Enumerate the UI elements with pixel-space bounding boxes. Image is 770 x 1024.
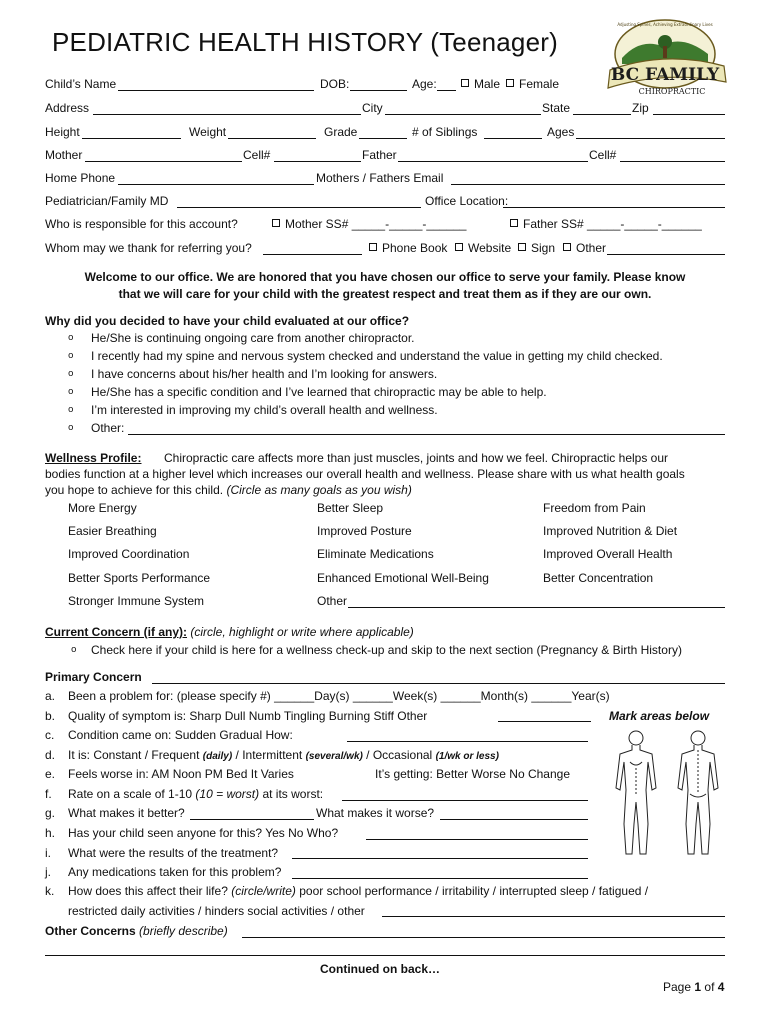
page-of: of <box>704 980 715 994</box>
label-home-phone: Home Phone <box>45 171 116 185</box>
why-option-bullet[interactable]: o <box>68 351 74 361</box>
item-e-text: Feels worse in: AM Noon PM Bed It Varies <box>68 767 294 781</box>
why-option-bullet[interactable]: o <box>68 423 74 433</box>
page-title: PEDIATRIC HEALTH HISTORY (Teenager) <box>52 27 558 57</box>
age-field[interactable] <box>437 90 456 91</box>
father-field[interactable] <box>398 161 588 162</box>
page-number <box>663 980 724 994</box>
item-g-letter: g. <box>45 806 56 820</box>
wellness-check-label: Check here if your child is here for a wellness check-up and skip to the next section (Pregnancy & Birth History) <box>91 643 682 657</box>
item-k-text <box>68 884 648 898</box>
worse-field[interactable] <box>440 819 588 820</box>
why-option-bullet[interactable]: o <box>68 387 74 397</box>
grade-field[interactable] <box>359 138 407 139</box>
label-office-location: Office Location: <box>425 194 509 208</box>
child-name-field[interactable] <box>118 90 314 91</box>
page-total: 4 <box>717 980 725 994</box>
item-b-text: Quality of symptom is: Sharp Dull Numb Tingling Burning Stiff Other <box>68 709 428 723</box>
item-e-letter: e. <box>45 767 56 781</box>
quality-other-field[interactable] <box>498 721 591 722</box>
label-state: State <box>542 101 571 115</box>
wellness-goal[interactable]: Better Sleep <box>317 501 384 515</box>
wellness-text-1: Chiropractic care affects more than just muscles, joints and how we feel. Chiropractic helps our <box>164 451 669 465</box>
mother-ss-checkbox[interactable] <box>272 219 280 227</box>
office-location-field[interactable] <box>503 207 725 208</box>
wellness-goal[interactable]: Other <box>317 594 348 608</box>
label-height: Height <box>45 125 80 139</box>
logo-tagline: Adjusting Spines, Achieving Extraordinary Lives <box>617 22 713 27</box>
female-label: Female <box>519 77 560 91</box>
results-field[interactable] <box>292 858 588 859</box>
item-j-letter: j. <box>45 865 51 879</box>
why-option-label: He/She has a specific condition and I’ve learned that chiropractic may be able to help. <box>91 385 547 399</box>
item-i-letter: i. <box>45 846 51 860</box>
item-k-letter: k. <box>45 884 55 898</box>
primary-concern-heading: Primary Concern <box>45 670 142 684</box>
phone-book-checkbox[interactable] <box>369 243 377 251</box>
item-d-letter: d. <box>45 748 56 762</box>
why-option-label: Other: <box>91 421 125 435</box>
label-referral: Whom may we thank for referring you? <box>45 241 252 255</box>
wellness-goal[interactable]: Better Concentration <box>543 571 654 585</box>
wellness-text-3a: you hope to achieve for this child. <box>45 483 224 497</box>
siblings-field[interactable] <box>484 138 542 139</box>
current-concern-note: (circle, highlight or write where applicable) <box>190 625 414 639</box>
item-d-weekly: (several/wk) <box>305 751 363 762</box>
body-front-icon <box>616 731 656 854</box>
male-checkbox[interactable] <box>461 79 469 87</box>
mother-ss-label: Mother SS# _____-_____-______ <box>285 217 467 231</box>
why-option-bullet[interactable]: o <box>68 333 74 343</box>
mother-cell-field[interactable] <box>274 161 361 162</box>
state-field[interactable] <box>573 114 631 115</box>
home-phone-field[interactable] <box>118 184 314 185</box>
label-responsible: Who is responsible for this account? <box>45 217 238 231</box>
label-city: City <box>362 101 383 115</box>
father-ss-label: Father SS# _____-_____-______ <box>523 217 702 231</box>
item-j-text: Any medications taken for this problem? <box>68 865 282 879</box>
pediatrician-field[interactable] <box>177 207 421 208</box>
height-field[interactable] <box>82 138 181 139</box>
mark-areas-label: Mark areas below <box>609 709 710 723</box>
label-mother: Mother <box>45 148 83 162</box>
wellness-heading: Wellness Profile: <box>45 451 142 465</box>
address-field[interactable] <box>93 114 361 115</box>
wellness-goal[interactable]: Easier Breathing <box>68 524 157 538</box>
item-k-circle-write: (circle/write) <box>231 884 296 898</box>
wellness-circle-note: (Circle as many goals as you wish) <box>226 483 412 497</box>
current-concern-heading <box>45 625 414 639</box>
label-ages: Ages <box>547 125 575 139</box>
why-option-label: I recently had my spine and nervous system checked and understand the value in getting my child checked. <box>91 349 663 363</box>
item-k-line-2: restricted daily activities / hinders social activities / other <box>68 904 365 918</box>
male-option[interactable] <box>461 77 500 91</box>
other-referral-field[interactable] <box>607 254 725 255</box>
other-referral-label: Other <box>576 241 607 255</box>
wellness-goal[interactable]: Freedom from Pain <box>543 501 646 515</box>
body-diagram[interactable] <box>610 728 732 858</box>
father-ss-checkbox[interactable] <box>510 219 518 227</box>
why-option-label: I have concerns about his/her health and I’m looking for answers. <box>91 367 438 381</box>
item-f-tail: at its worst: <box>262 787 324 801</box>
item-d-main: It is: Constant / Frequent <box>68 748 200 762</box>
current-concern-title: Current Concern (if any): <box>45 625 188 639</box>
website-label: Website <box>468 241 512 255</box>
logo-name: BC FAMILY <box>610 65 720 85</box>
label-weight: Weight <box>189 125 227 139</box>
page-prefix: Page <box>663 980 692 994</box>
welcome-line-1: Welcome to our office. We are honored that you have chosen our office to serve your family. Please know <box>84 270 686 284</box>
why-other-field[interactable] <box>128 434 725 435</box>
website-option[interactable] <box>455 241 511 255</box>
page-current: 1 <box>694 980 702 994</box>
label-age: Age: <box>412 77 437 91</box>
parents-email-field[interactable] <box>451 184 725 185</box>
father-ss-option[interactable] <box>510 217 702 231</box>
wellness-text-2: bodies function at a higher level which increases our overall health and wellness. Please share with us what health goals <box>45 467 685 481</box>
referral-field[interactable] <box>263 254 362 255</box>
other-concerns-note: (briefly describe) <box>139 924 228 938</box>
item-c-letter: c. <box>45 728 55 742</box>
item-h-text: Has your child seen anyone for this? Yes No Who? <box>68 826 339 840</box>
goal-other-field[interactable] <box>348 607 725 608</box>
mother-field[interactable] <box>85 161 242 162</box>
item-k-main: How does this affect their life? <box>68 884 228 898</box>
sign-label: Sign <box>531 241 556 255</box>
item-e-text-2: It’s getting: Better Worse No Change <box>375 767 570 781</box>
label-father: Father <box>362 148 397 162</box>
item-d-mid: / Intermittent <box>232 748 303 762</box>
other-concerns-title: Other Concerns <box>45 924 136 938</box>
other-referral-checkbox[interactable] <box>563 243 571 251</box>
other-concerns-field-2[interactable] <box>45 955 725 956</box>
medications-field[interactable] <box>292 878 588 879</box>
item-d-mid2: / Occasional <box>362 748 433 762</box>
label-mother-cell: Cell# <box>243 148 271 162</box>
female-checkbox[interactable] <box>506 79 514 87</box>
other-concerns-label <box>45 924 228 938</box>
female-option[interactable] <box>506 77 559 91</box>
item-h-letter: h. <box>45 826 56 840</box>
wellness-goal[interactable]: Eliminate Medications <box>317 547 434 561</box>
label-pediatrician: Pediatrician/Family MD <box>45 194 169 208</box>
label-father-cell: Cell# <box>589 148 617 162</box>
wellness-goal[interactable]: Improved Posture <box>317 524 412 538</box>
who-field[interactable] <box>366 839 588 840</box>
dob-field[interactable] <box>350 90 407 91</box>
wellness-goal[interactable]: More Energy <box>68 501 137 515</box>
why-heading: Why did you decided to have your child evaluated at our office? <box>45 314 410 328</box>
item-d-daily: (daily) <box>202 751 233 762</box>
rating-field[interactable] <box>342 800 588 801</box>
item-d-occasional: (1/wk or less) <box>435 751 499 762</box>
label-address: Address <box>45 101 90 115</box>
wellness-goal[interactable]: Improved Overall Health <box>543 547 673 561</box>
label-siblings: # of Siblings <box>412 125 478 139</box>
label-zip: Zip <box>632 101 649 115</box>
how-field[interactable] <box>347 741 588 742</box>
continued-note: Continued on back… <box>320 962 440 976</box>
item-f-letter: f. <box>45 787 52 801</box>
item-f-main: Rate on a scale of 1-10 <box>68 787 193 801</box>
affects-other-field[interactable] <box>382 916 725 917</box>
why-option-bullet[interactable]: o <box>68 405 74 415</box>
item-c-text: Condition came on: Sudden Gradual How: <box>68 728 293 742</box>
item-a-text: Been a problem for: (please specify #) ______Day(s) ______Week(s) ______Month(s) ______Year(s) <box>68 689 610 703</box>
item-f-text <box>68 787 323 801</box>
wellness-goal[interactable]: Better Sports Performance <box>68 571 211 585</box>
city-field[interactable] <box>385 114 541 115</box>
wellness-check-bullet[interactable]: o <box>71 645 77 655</box>
better-field[interactable] <box>190 819 314 820</box>
clinic-logo <box>600 16 730 98</box>
other-referral-option[interactable] <box>563 241 606 255</box>
item-a-letter: a. <box>45 689 56 703</box>
wellness-goal[interactable]: Improved Nutrition & Diet <box>543 524 678 538</box>
wellness-goal[interactable]: Stronger Immune System <box>68 594 205 608</box>
sign-option[interactable] <box>518 241 555 255</box>
item-f-scale: (10 = worst) <box>195 787 260 801</box>
sign-checkbox[interactable] <box>518 243 526 251</box>
item-i-text: What were the results of the treatment? <box>68 846 279 860</box>
other-concerns-field[interactable] <box>242 937 725 938</box>
zip-field[interactable] <box>653 114 725 115</box>
label-parents-email: Mothers / Fathers Email <box>316 171 444 185</box>
weight-field[interactable] <box>228 138 316 139</box>
male-label: Male <box>474 77 501 91</box>
ages-field[interactable] <box>576 138 725 139</box>
phone-book-option[interactable] <box>369 241 447 255</box>
father-cell-field[interactable] <box>620 161 725 162</box>
why-option-bullet[interactable]: o <box>68 369 74 379</box>
body-back-icon <box>678 731 718 854</box>
item-g-text: What makes it better? <box>68 806 185 820</box>
primary-concern-field[interactable] <box>152 683 725 684</box>
wellness-goal[interactable]: Improved Coordination <box>68 547 190 561</box>
wellness-goal[interactable]: Enhanced Emotional Well-Being <box>317 571 489 585</box>
mother-ss-option[interactable] <box>272 217 466 231</box>
label-child-name: Child’s Name <box>45 77 117 91</box>
item-g-text-2: What makes it worse? <box>316 806 435 820</box>
label-dob: DOB: <box>320 77 350 91</box>
item-d-text <box>68 748 499 762</box>
logo-sub: CHIROPRACTIC <box>638 87 706 96</box>
website-checkbox[interactable] <box>455 243 463 251</box>
welcome-line-2: that we will care for your child with the greatest respect and treat them as if they are our own. <box>118 287 652 301</box>
item-b-letter: b. <box>45 709 56 723</box>
phone-book-label: Phone Book <box>382 241 448 255</box>
item-k-options: poor school performance / irritability / interrupted sleep / fatigued / <box>299 884 649 898</box>
why-option-label: I’m interested in improving my child’s overall health and wellness. <box>91 403 438 417</box>
why-option-label: He/She is continuing ongoing care from another chiropractor. <box>91 331 415 345</box>
label-grade: Grade <box>324 125 358 139</box>
wellness-text-3 <box>45 483 412 497</box>
